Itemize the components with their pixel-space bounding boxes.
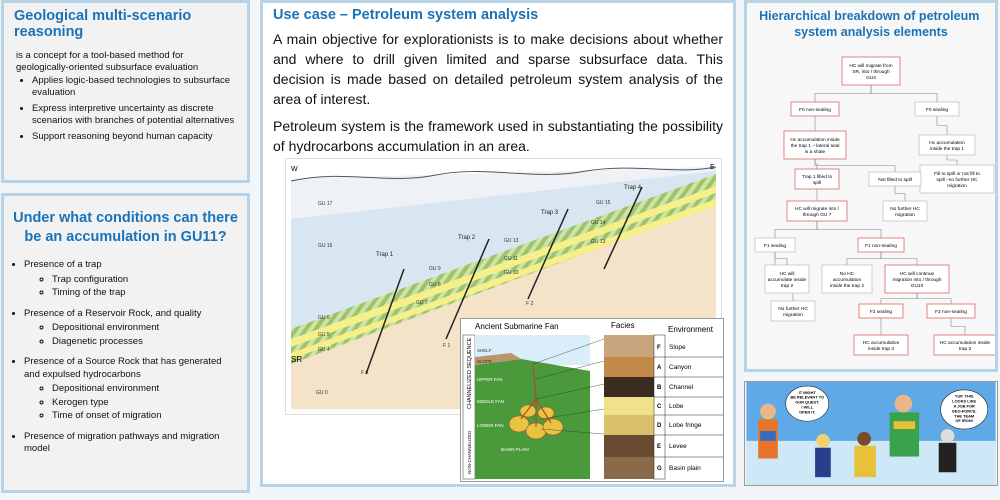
panel-title: Under what conditions can there be an accumulation in GU11? — [13, 210, 238, 245]
tree-node-f2-seal — [859, 304, 903, 318]
fan-title: Ancient Submarine Fan — [475, 322, 559, 331]
west-label: W — [291, 166, 298, 173]
node-text: trap 2 — [780, 283, 794, 289]
panel-title-line — [759, 9, 983, 39]
tree-node-f1-seal — [755, 238, 795, 252]
tree-edge — [775, 221, 817, 238]
sub-item: ◦ Kerogen type — [52, 397, 239, 410]
tree-node-root — [842, 57, 900, 85]
facies-swatch — [604, 357, 654, 377]
tree-edge — [947, 155, 957, 165]
tree-node-f0-nonseal — [791, 102, 839, 116]
node-text: migration — [783, 312, 803, 318]
unit-label: GU 4 — [318, 347, 330, 353]
bubble-text: A JOB FOR — [953, 403, 975, 409]
tree-node-f2-nonseal — [927, 304, 975, 318]
trap-label: Trap 1 — [376, 252, 394, 258]
nonchannel-label: NON-CHANNELIZED — [467, 430, 472, 474]
node-text: is a shale — [804, 149, 826, 155]
bubble-text: OUR QUEST. — [795, 399, 820, 405]
bubble-text: OF IRON! — [955, 418, 973, 424]
node-text: HC accumulation — [862, 340, 900, 346]
sub-item: ◦ Trap configuration — [52, 274, 239, 287]
facies-swatch — [604, 415, 654, 435]
bullet-item: • Applies logic-based technologies to subsurface evaluation — [32, 75, 237, 99]
sub-item: ◦ Timing of the trap — [52, 287, 239, 300]
tree-node-f0-seal — [915, 102, 959, 116]
node-text: F1 non-sealing — [865, 243, 897, 249]
fault-label: F 2 — [526, 301, 534, 307]
tree-node-not-filled — [869, 172, 921, 186]
condition-label: Presence of a Source Rock that has generated and expulsed hydrocarbons — [24, 356, 222, 380]
environment-label: Slope — [669, 344, 686, 351]
unit-label: GU 14 — [591, 220, 606, 226]
unit-label: GU 17 — [318, 201, 333, 207]
zone-label: SHELF — [477, 348, 492, 353]
condition-label: Presence of migration pathways and migration model — [24, 430, 220, 454]
panel-use-case — [260, 0, 736, 487]
unit-label: GU 13 — [591, 239, 606, 245]
facies-swatch — [604, 435, 654, 457]
bullet-item: • Support reasoning beyond human capacity — [32, 131, 237, 143]
tree-node-f1-nonseal — [858, 238, 904, 252]
tree-node-hc-gu7 — [787, 201, 847, 221]
panel-hierarchy — [744, 0, 998, 372]
unit-label: GU 9 — [429, 266, 441, 272]
condition-label: Presence of a Reservoir Rock, and quality — [24, 307, 202, 319]
node-text: inside trap 3 — [867, 346, 895, 352]
node-text: No HC — [839, 271, 855, 277]
bubble-text: LOOKS LIKE — [952, 398, 977, 404]
facies-code: A — [657, 365, 662, 371]
zone-label: SLOPE — [477, 359, 493, 364]
condition-item — [24, 308, 239, 349]
facies-header: Facies — [611, 321, 635, 330]
environment-label: Lobe — [669, 403, 684, 410]
bubble-text: THE TEAM — [954, 413, 975, 419]
sr-label: SR — [291, 355, 303, 364]
unit-label: GU 8 — [429, 282, 441, 288]
unit-label: GU 0 — [316, 390, 328, 396]
node-text: Trap 1 filled to — [801, 174, 833, 180]
bubble-text: YUP. THIS — [954, 393, 974, 399]
condition-item — [24, 259, 239, 300]
bubble-text: IT MIGHT — [798, 389, 816, 395]
facies-code: B — [657, 385, 662, 391]
facies-code: C — [657, 404, 662, 410]
hero-left — [758, 404, 778, 459]
panel-title: Use case – Petroleum system analysis — [273, 7, 539, 23]
hierarchy-tree — [747, 3, 995, 369]
unit-label: GU 13 — [504, 238, 519, 244]
tree-edge — [951, 318, 965, 335]
fan-lobe — [520, 405, 536, 417]
trap-label: Trap 3 — [541, 210, 559, 216]
zone-label: LOWER FAN — [477, 423, 504, 428]
node-text: GU4 — [866, 75, 876, 81]
facies-code: E — [657, 444, 662, 450]
tree-edge — [895, 186, 905, 201]
unit-label: GU 7 — [416, 300, 428, 306]
zone-label: UPPER FAN — [477, 377, 503, 382]
node-text: the trap 1 – lateral seal — [790, 143, 840, 149]
tree-edge — [847, 252, 881, 265]
bubble-text: OPEN IT. — [799, 409, 816, 415]
facies-code: D — [657, 423, 662, 429]
bullet-item: • Express interpretive uncertainty as discrete scenarios with branches of potential alternatives — [32, 103, 237, 127]
bubble-text: BE RELEVANT TO — [790, 394, 825, 400]
hero-right — [939, 429, 957, 472]
panel-title: Hierarchical breakdown of petroleum — [759, 9, 980, 23]
node-text: inside the trap 1 — [929, 146, 965, 152]
tree-node-hc-gu10 — [885, 265, 949, 293]
panel-conditions — [1, 193, 250, 493]
node-text: trap 3 — [958, 346, 972, 352]
node-text: Hc accumulation — [929, 140, 965, 146]
node-text: SR, into / through — [852, 69, 890, 75]
node-text: F2 non-sealing — [935, 309, 967, 315]
tree-edge — [881, 252, 917, 265]
environment-label: Channel — [669, 384, 694, 391]
tree-edge — [917, 293, 951, 304]
tree-edge — [871, 85, 937, 102]
facies-swatch — [604, 397, 654, 415]
facies-code: G — [657, 466, 662, 472]
node-text: Hc accumulation inside — [790, 137, 840, 143]
facies-swatch — [604, 457, 654, 479]
unit-label: GU 10 — [504, 270, 519, 276]
sub-item: ◦ Depositional environment — [52, 383, 239, 396]
comic-illustration — [744, 381, 998, 486]
hero-woman — [815, 434, 831, 477]
tree-edge — [937, 116, 947, 135]
environment-label: Basin plain — [669, 465, 701, 472]
node-text: GU10 — [910, 283, 924, 289]
environment-label: Lobe fringe — [669, 422, 702, 429]
sequence-label: CHANNELIZED SEQUENCE — [467, 337, 473, 409]
node-text: migration — [947, 183, 967, 189]
node-text: spill — [812, 180, 822, 186]
facies-code: F — [657, 345, 661, 351]
node-text: inside the trap 2 — [829, 283, 865, 289]
tree-node-hc-trap1 — [919, 135, 975, 155]
panel-title-line2: system analysis elements — [794, 25, 948, 39]
environment-label: Canyon — [669, 364, 692, 371]
bubble-text: GEO-FORCE. — [951, 408, 977, 414]
node-text: F2 sealing — [869, 309, 893, 315]
condition-label: Presence of a trap — [24, 259, 102, 270]
tree-edge — [881, 293, 917, 304]
fan-lobe — [543, 419, 563, 435]
environment-label: Levee — [669, 443, 687, 450]
node-text: spill –no further HC — [936, 177, 978, 183]
tree-node-no-further-1 — [883, 201, 927, 221]
node-text: migration — [895, 212, 915, 218]
node-text: F0 sealing — [925, 107, 949, 113]
tree-node-hc-acc-trap2 — [765, 265, 809, 293]
node-text: No further HC — [890, 206, 920, 212]
sub-item: ◦ Time of onset of migration — [52, 410, 239, 423]
node-text: accumulation — [832, 277, 862, 283]
node-text: No further HC — [778, 306, 808, 312]
node-text: Fill to spill or not fill to — [934, 171, 980, 177]
intro-text: is a concept for a tool-based method for geologically-oriented subsurface evaluation — [16, 50, 199, 73]
fault-label: F 1 — [443, 343, 451, 349]
tree-edge — [817, 221, 881, 238]
condition-item — [24, 431, 239, 456]
node-text: F0 non-sealing — [799, 107, 831, 113]
unit-label: GU 11 — [504, 256, 519, 262]
node-text: HC will — [779, 271, 795, 277]
node-text: Not filled to spill — [878, 177, 912, 183]
sub-item: ◦ Depositional environment — [52, 322, 239, 335]
panel-title: Geological multi-scenario reasoning — [14, 8, 192, 40]
bubble-text: I WILL — [801, 404, 814, 410]
node-text: HC will migrate from — [849, 63, 893, 69]
node-text: F1 sealing — [763, 243, 787, 249]
bullet-list — [4, 74, 247, 143]
tree-edge — [815, 85, 871, 102]
tree-node-hc-trap3-a — [854, 335, 908, 355]
trap-label: Trap 2 — [458, 235, 476, 241]
unit-label: GU 15 — [596, 200, 611, 206]
node-text: HC will continue — [899, 271, 935, 277]
node-text: HC will migrate into / — [795, 206, 839, 212]
tree-node-hc-trap1-shale — [784, 131, 846, 159]
paragraph-framework: Petroleum system is the framework used in substantiating the possibility of hydrocarbons accumulation in an area. — [273, 118, 723, 154]
zone-label: MIDDLE FAN — [477, 399, 505, 404]
unit-label: GU 6 — [318, 315, 330, 321]
tree-edge — [775, 252, 787, 265]
unit-label: GU 16 — [318, 243, 333, 249]
east-label: E — [710, 164, 715, 171]
tree-node-no-acc-trap2 — [822, 265, 872, 293]
node-text: through GU 7 — [802, 212, 832, 218]
submarine-fan-figure — [460, 318, 724, 482]
tree-node-fill-or-not — [920, 165, 994, 193]
tree-node-hc-trap3-b — [934, 335, 995, 355]
fault-label: F 0 — [361, 370, 369, 376]
paragraph-objective: A main objective for explorationists is to make decisions about whether and where to drill given limited and sparse subsurface data. This decision is made based on detailed petroleum system analysis of the area of interest. — [273, 31, 723, 107]
environment-header: Environment — [668, 325, 713, 334]
facies-swatch — [604, 335, 654, 357]
condition-item — [24, 356, 239, 423]
zone-label: BASIN PLAIN — [501, 447, 529, 452]
node-text: migration into / through — [892, 277, 942, 283]
tree-node-no-further-2 — [771, 301, 815, 321]
node-text: HC accumulation inside — [939, 340, 991, 346]
tree-nodes — [755, 57, 995, 355]
unit-label: GU 5 — [318, 332, 330, 338]
panel-multi-scenario — [1, 0, 250, 183]
node-text: accumulate inside — [767, 277, 807, 283]
tree-node-trap1-filled — [795, 169, 839, 189]
condition-list — [12, 259, 239, 456]
trap-label: Trap 4 — [624, 185, 642, 191]
facies-swatch — [604, 377, 654, 397]
sub-item: ◦ Diagenetic processes — [52, 336, 239, 349]
